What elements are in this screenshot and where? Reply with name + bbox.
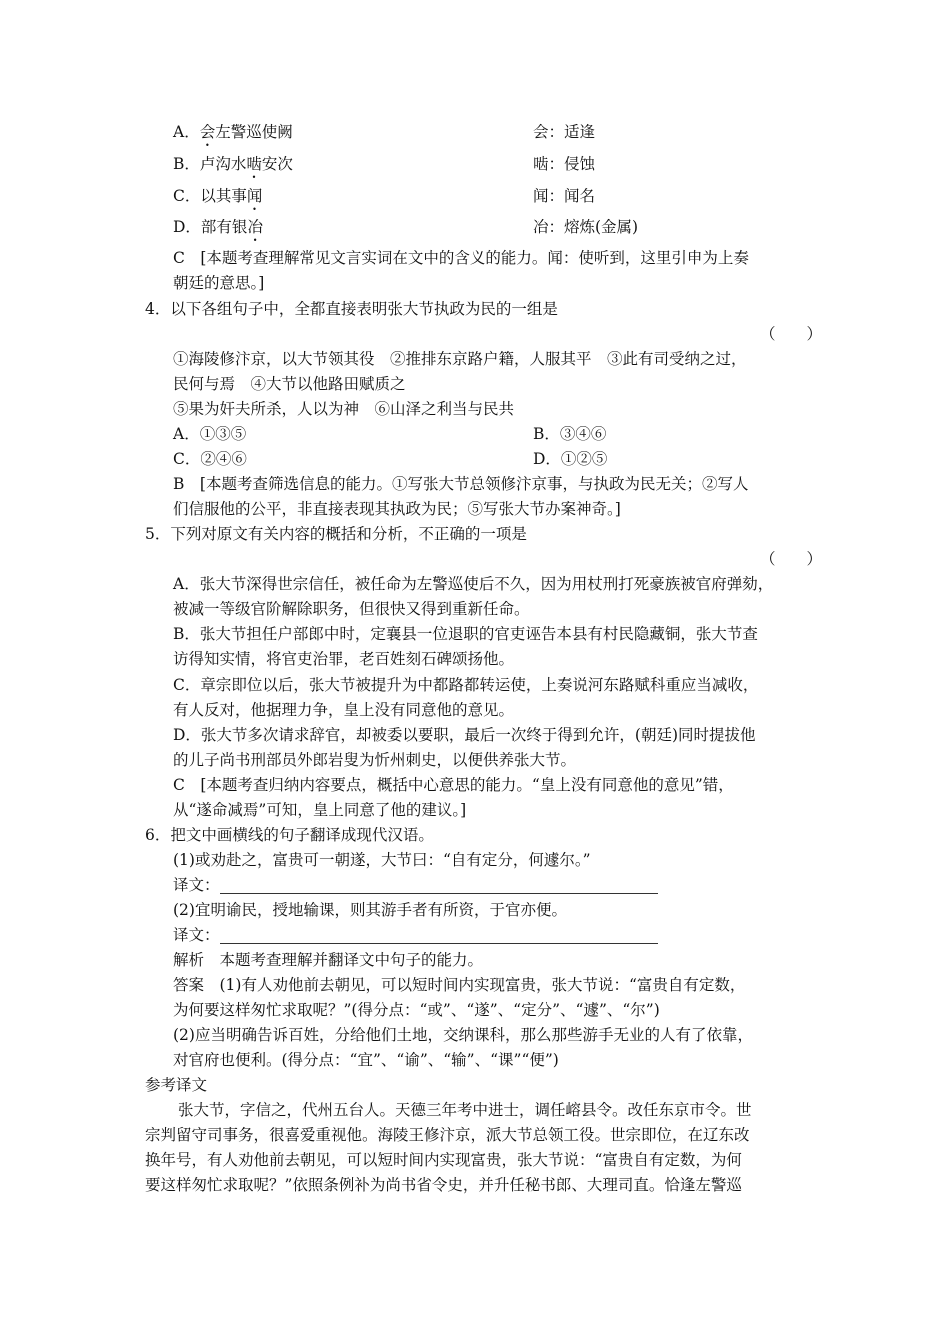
translation-blank[interactable] [220, 893, 658, 894]
ref-line: 张大节，字信之，代州五台人。天德三年考中进士，调任嵱县令。改任东京市令。世 [178, 1101, 752, 1119]
q5-line: 有人反对，他据理力争，皇上没有同意他的意见。 [173, 701, 515, 719]
q6-stem: 6．把文中画横线的句子翻译成现代汉语。 [145, 826, 434, 844]
q6-answer-line: 对官府也便利。(得分点：“宜”、“谕”、“输”、“课”“便”) [173, 1051, 559, 1069]
q4-answer-line: B [本题考查筛选信息的能力。①写张大节总领修汴京事，与执政为民无关；②写人 [173, 475, 749, 493]
option-text: 左警巡使阙 [215, 123, 293, 141]
emphasized-char: 闻 [246, 187, 263, 205]
q4-answer-paren: （ ） [760, 325, 823, 343]
q4-option-b: B．③④⑥ [533, 425, 607, 443]
option-a-meaning: 会：适逢 [533, 123, 596, 141]
ref-title: 参考译文 [145, 1076, 208, 1094]
q5-line: D．张大节多次请求辞官，却被委以要职，最后一次终于得到允许，(朝廷)同时提拔他 [173, 726, 756, 744]
ref-line: 换年号，有人劝他前去朝见，可以短时间内实现富贵，张大节说：“富贵自有定数，为何 [145, 1151, 742, 1169]
option-c-meaning: 闻：闻名 [533, 187, 596, 205]
translation-blank[interactable] [220, 943, 658, 944]
q4-stem: 4．以下各组句子中，全都直接表明张大节执政为民的一组是 [145, 300, 558, 318]
translation-label: 译文： [173, 876, 220, 894]
q6-sentence-1: (1)或劝赴之，富贵可一朝遂，大节曰：“自有定分，何遽尔。” [173, 851, 591, 869]
q4-option-a: A．①③⑤ [173, 425, 247, 443]
q5-answer-line: C [本题考查归纳内容要点，概括中心意思的能力。“皇上没有同意他的意见”错， [173, 776, 734, 794]
option-d-meaning: 冶：熔炼(金属) [533, 218, 639, 236]
option-b-meaning: 啮：侵蚀 [533, 155, 596, 173]
q5-line: C．章宗即位以后，张大节被提升为中都路都转运使，上奏说河东路赋科重应当减收， [173, 676, 759, 694]
q4-option-c: C．②④⑥ [173, 450, 247, 468]
option-prefix: B．卢沟水 [173, 155, 247, 173]
q6-answer-line: 为何要这样匆忙求取呢？”(得分点：“或”、“遂”、“定分”、“遽”、“尔”) [173, 1001, 660, 1019]
q3-answer-line: C [本题考查理解常见文言实词在文中的含义的能力。闻：使听到，这里引申为上奏 [173, 249, 749, 267]
q6-answer-line: 答案 (1)有人劝他前去朝见，可以短时间内实现富贵，张大节说：“富贵自有定数， [173, 976, 746, 994]
emphasized-char: 会 [199, 123, 216, 141]
q5-answer-line: 从“遂命减焉”可知，皇上同意了他的建议。] [173, 801, 467, 819]
option-d [173, 216, 263, 245]
option-prefix: A． [173, 123, 200, 141]
q5-answer-paren: （ ） [760, 550, 823, 568]
q3-answer-line: 朝廷的意思。] [173, 274, 265, 292]
q6-sentence-2: (2)宜明谕民，授地输课，则其游手者有所资，于官亦便。 [173, 901, 567, 919]
q4-option-d: D．①②⑤ [533, 450, 608, 468]
q5-line: 被减一等级官阶解除职务，但很快又得到重新任命。 [173, 600, 530, 618]
ref-line: 宗判留守司事务，很喜爱重视他。海陵王修汴京，派大节总领工役。世宗即位，在辽东改 [145, 1126, 750, 1144]
q4-item-line: ⑤果为奸夫所杀，人以为神 ⑥山泽之利当与民共 [173, 400, 515, 418]
q6-analysis: 解析 本题考查理解并翻译文中句子的能力。 [173, 951, 484, 969]
q4-answer-line: 们信服他的公平，非直接表现其执政为民；⑤写张大节办案神奇。] [173, 500, 621, 518]
translation-label: 译文： [173, 926, 220, 944]
option-prefix: C．以其事 [173, 187, 247, 205]
ref-line: 要这样匆忙求取呢？”依照条例补为尚书省令史，并升任秘书郎、大理司直。恰逢左警巡 [145, 1176, 742, 1194]
option-prefix: D．部有银 [173, 218, 248, 236]
emphasized-char: 冶 [247, 218, 263, 236]
q4-item-line: ①海陵修汴京，以大节领其役 ②推排东京路户籍，人服其平 ③此有司受纳之过， [173, 350, 747, 368]
q5-stem: 5．下列对原文有关内容的概括和分析，不正确的一项是 [145, 525, 527, 543]
option-c [173, 185, 262, 214]
q5-line: 的儿子尚书刑部员外郎岩叟为忻州刺史，以便供养张大节。 [173, 751, 577, 769]
q5-line: B．张大节担任户部郎中时，定襄县一位退职的官吏诬告本县有村民隐藏铜，张大节查 [173, 625, 758, 643]
q6-answer-line: (2)应当明确告诉百姓，分给他们土地，交纳课科，那么那些游手无业的人有了依靠， [173, 1026, 753, 1044]
option-text: 安次 [261, 155, 293, 173]
q4-item-line: 民何与焉 ④大节以他路田赋质之 [173, 375, 406, 393]
q5-line: A．张大节深得世宗信任，被任命为左警巡使后不久，因为用杖刑打死豪族被官府弹劾， [173, 575, 774, 593]
option-b [173, 153, 293, 182]
option-a [173, 121, 293, 150]
emphasized-char: 啮 [246, 155, 262, 173]
q5-line: 访得知实情，将官吏治罪，老百姓刻石碑颂扬他。 [173, 650, 515, 668]
